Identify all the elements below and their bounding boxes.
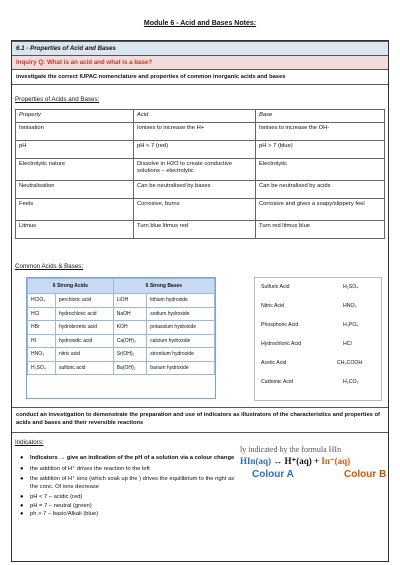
list-item	[18, 503, 238, 511]
equation-h-ion: H⁺(aq)	[284, 456, 312, 466]
page-title: Module 6 - Acid and Bases Notes:	[143, 20, 257, 27]
base-formula: Sr(OH)₂	[113, 348, 147, 362]
list-item	[18, 455, 238, 463]
table-cell: Ionises to increase the OH-	[256, 122, 385, 140]
acid-name: Acetic Acid	[261, 360, 287, 366]
inquiry-question: Inquiry Q: What is an acid and what is a base?	[12, 56, 388, 70]
notes-frame	[11, 40, 389, 562]
list-item-text: Indicators → give an indication of the pH of a solution via a colour change	[30, 455, 235, 461]
acid-name: Carbonic Acid	[261, 379, 294, 385]
table-row	[28, 321, 215, 335]
table-cell: Dissolve in H2O to create conductive solutions – electrolytic	[134, 158, 256, 180]
list-item-text: pH = 7 – neutral (green)	[30, 502, 92, 509]
acid-name: hydroiodic acid	[55, 334, 113, 348]
acid-formula: HI	[28, 334, 56, 348]
list-item-text: pH < 7 – acidic (red)	[30, 494, 83, 500]
table-cell: Can be neutralised by acids	[256, 180, 385, 198]
strong-bases-header: 6 Strong Bases	[113, 279, 214, 294]
base-name: lithium hydroxide	[147, 294, 215, 308]
table-row	[16, 140, 385, 158]
base-name: strontium hydroxide	[147, 348, 215, 362]
table-row	[28, 334, 215, 348]
acid-formula-list	[254, 277, 382, 401]
acid-name: perchloric acid	[55, 294, 113, 308]
properties-table	[15, 109, 385, 239]
base-name: sodium hydroxide	[147, 307, 215, 321]
bullet-icon: ●	[20, 511, 24, 517]
table-cell: pH < 7 (red)	[134, 140, 256, 158]
table-row	[28, 348, 215, 362]
equation-arrow: ↔	[273, 456, 283, 466]
bullet-icon: ●	[20, 455, 24, 461]
list-item-text: ph > 7 – basic/Alkali (blue)	[30, 511, 99, 517]
table-cell: Neutralisation	[16, 180, 134, 198]
equation-hin: HIn(aq)	[240, 456, 272, 466]
objective-nomenclature: investigate the correct IUPAC nomenclature and properties of common inorganic acids and bases	[12, 70, 388, 85]
acid-formula: H₂SO₄	[28, 361, 56, 375]
bullet-icon: ●	[20, 465, 24, 472]
header-acid: Acid	[134, 110, 256, 123]
table-cell: Ionisation	[16, 122, 134, 140]
acid-formula: HClO₄	[28, 294, 56, 308]
base-formula: KOH	[113, 321, 147, 335]
acid-formula: HNO₃	[343, 303, 357, 309]
section-heading: 6.1 - Properties of Acid and Bases	[12, 41, 388, 56]
acid-formula: HBr	[28, 321, 56, 335]
table-cell: Turn red litmus blue	[256, 220, 385, 238]
header-base: Base	[256, 110, 385, 123]
colour-b-label: Colour B	[344, 469, 387, 480]
objective-indicators: conduct an investigation to demonstrate the preparation and use of indicators as illustrators of the characteristics and properties of acids and bases and their reversible reactions	[12, 407, 388, 433]
equation-in-ion: In⁻(aq)	[321, 456, 351, 466]
base-formula: LiOH	[113, 294, 147, 308]
table-cell: Feels	[16, 198, 134, 220]
acid-name: hydrochloric acid	[55, 307, 113, 321]
table-header-row	[16, 110, 385, 123]
acid-formula: H₂CO₃	[343, 379, 359, 385]
bullet-icon: ●	[20, 476, 24, 482]
table-cell: Corrosive and gives a soapy/slippery feel	[256, 198, 385, 220]
table-cell: Ionises to increase the H+	[134, 122, 256, 140]
strong-acids-header: 6 Strong Acids	[28, 279, 114, 294]
equation-caption: ly indicated by the formula HIn	[240, 445, 342, 454]
table-cell: Can be neutralised by bases	[134, 180, 256, 198]
table-cell: Turn blue litmus red	[134, 220, 256, 238]
list-item	[18, 494, 238, 502]
acid-name: Nitric Acid	[261, 303, 285, 309]
table-row	[28, 294, 215, 308]
strong-acids-bases-table	[26, 277, 216, 399]
equation-plus: +	[314, 456, 320, 466]
acid-name: sulfuric acid	[55, 361, 113, 375]
table-row	[16, 180, 385, 198]
table-cell: Corrosive, burns	[134, 198, 256, 220]
table-row	[28, 307, 215, 321]
acid-formula: HCl	[28, 307, 56, 321]
table-row	[28, 361, 215, 375]
common-acids-heading: Common Acids & Bases:	[15, 263, 84, 270]
list-item	[18, 466, 238, 474]
table-row	[16, 198, 385, 220]
acid-formula: H₂SO₄	[343, 284, 359, 290]
acid-name: Sulfuric Acid	[261, 284, 290, 290]
list-item	[18, 511, 238, 519]
table-cell: pH	[16, 140, 134, 158]
table-cell: Electrolytic	[256, 158, 385, 180]
acid-name: Hydrochloric Acid	[261, 341, 302, 347]
indicator-equation	[240, 445, 390, 495]
acid-formula: CH₃COOH	[337, 360, 363, 366]
bullet-icon: ●	[20, 494, 24, 500]
acid-name: hydrobromic acid	[55, 321, 113, 335]
base-name: potassium hydroxide	[147, 321, 215, 335]
bullet-icon: ●	[20, 502, 24, 509]
colour-a-label: Colour A	[252, 469, 294, 480]
list-item-text: the addition of H⁺ drives the reaction to the left	[30, 465, 150, 472]
table-cell: Litmus	[16, 220, 134, 238]
header-property: Property	[16, 110, 134, 123]
acid-name: nitric acid	[55, 348, 113, 362]
indicators-heading: Indicators:	[15, 439, 44, 446]
table-cell: pH > 7 (blue)	[256, 140, 385, 158]
acid-formula: HNO₃	[28, 348, 56, 362]
table-row	[16, 158, 385, 180]
acid-name: Phosphoric Acid	[261, 322, 299, 328]
base-formula: Ca(OH)₂	[113, 334, 147, 348]
base-formula: NaOH	[113, 307, 147, 321]
base-name: calcium hydroxide	[147, 334, 215, 348]
list-item	[18, 476, 238, 491]
base-name: barium hydroxide	[147, 361, 215, 375]
acid-formula: H₃PO₄	[343, 322, 359, 328]
list-item-text: the addition of H⁺ ions (which soak up the ) drives the equilibrium to the right as the conc. Of ions decrease	[30, 476, 235, 490]
base-formula: Ba(OH)₂	[113, 361, 147, 375]
indicator-list	[18, 455, 238, 522]
acid-formula: HCl	[343, 341, 352, 347]
properties-heading: Properties of Acids and Bases:	[15, 96, 100, 103]
table-cell: Electrolytic nature	[16, 158, 134, 180]
table-row	[16, 122, 385, 140]
table-row	[16, 220, 385, 238]
